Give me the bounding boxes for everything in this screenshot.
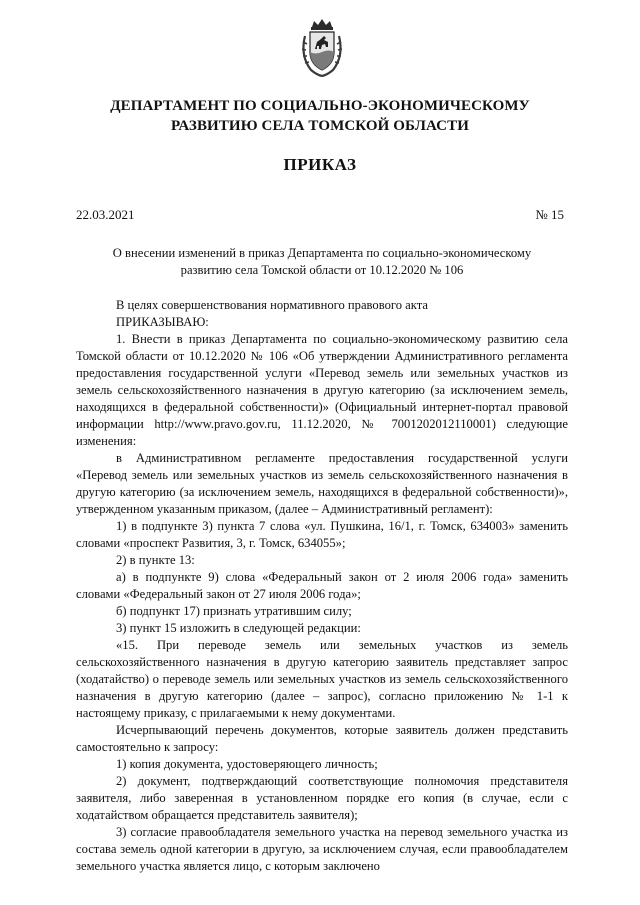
subject-line-2: развитию села Томской области от 10.12.2020 № 106: [180, 263, 464, 277]
department-line-1: ДЕПАРТАМЕНТ ПО СОЦИАЛЬНО-ЭКОНОМИЧЕСКОМУ: [110, 98, 530, 114]
body-paragraph: 1) в подпункте 3) пункта 7 слова «ул. Пушкина, 16/1, г. Томск, 634003» заменить словами «проспект Развития, 3, г. Томск, 634055»;: [76, 519, 568, 550]
body-paragraph: 3) пункт 15 изложить в следующей редакции:: [116, 621, 361, 635]
order-number: № 15: [535, 207, 564, 222]
body-paragraph: б) подпункт 17) признать утратившим силу;: [116, 604, 352, 618]
order-date: 22.03.2021: [76, 207, 135, 222]
order-body: [76, 297, 568, 875]
body-paragraph: 3) согласие правообладателя земельного участка на перевод земельного участка из состава земель одной категории в другую, за исключением случая, если правообладателем земельного участка является лицо, с которым заключено: [76, 825, 568, 873]
order-subject: [76, 245, 568, 279]
body-paragraph: 1) копия документа, удостоверяющего личность;: [116, 757, 378, 771]
body-paragraph: В целях совершенствования нормативного правового акта: [116, 298, 428, 312]
body-paragraph: «15. При переводе земель или земельных участков из земель сельскохозяйственного назначения в другую категорию заявитель представляет запрос (ходатайство) о переводе земель или земельных участков из земель сельскохозяйственного назначения в другую категорию (далее – запрос), согласно приложению № 1-1 к настоящему приказу, с прилагаемыми к нему документами.: [76, 638, 568, 720]
body-paragraph: 2) в пункте 13:: [116, 553, 195, 567]
tomsk-oblast-coat-of-arms-icon: [297, 18, 347, 78]
body-paragraph: Исчерпывающий перечень документов, которые заявитель должен представить самостоятельно к запросу:: [76, 723, 568, 754]
body-paragraph: ПРИКАЗЫВАЮ:: [116, 315, 209, 329]
department-line-2: РАЗВИТИЮ СЕЛА ТОМСКОЙ ОБЛАСТИ: [171, 118, 469, 134]
department-name: [60, 96, 580, 136]
body-paragraph: в Административном регламенте предоставления государственной услуги «Перевод земель или земельных участков из земель сельскохозяйственного назначения в другую категорию (за исключением земель, находящихся в федеральной собственности)», утвержденном указанным приказом, (далее – Административный регламент):: [76, 451, 568, 516]
subject-line-1: О внесении изменений в приказ Департамента по социально-экономическому: [112, 246, 532, 260]
body-paragraph: 2) документ, подтверждающий соответствующие полномочия представителя заявителя, либо заверенная в установленном порядке его копия (в случае, если с ходатайством обращается представитель заявителя);: [76, 774, 568, 822]
body-paragraph: а) в подпункте 9) слова «Федеральный закон от 2 июля 2006 года» заменить словами «Федеральный закон от 27 июля 2006 года»;: [76, 570, 568, 601]
body-paragraph: 1. Внести в приказ Департамента по социально-экономическому развитию села Томской области от 10.12.2020 № 106 «Об утверждении Административного регламента предоставления государственной услуги «Перевод земель или земельных участков из земель сельскохозяйственного назначения в другую категорию (за исключением земель, находящихся в федеральной собственности)» (Официальный интернет-портал правовой информации http://www.pravo.gov.ru, 11.12.2020, № 7001202012110001) следующие изменения:: [76, 332, 568, 448]
document-type-title: ПРИКАЗ: [283, 155, 357, 174]
